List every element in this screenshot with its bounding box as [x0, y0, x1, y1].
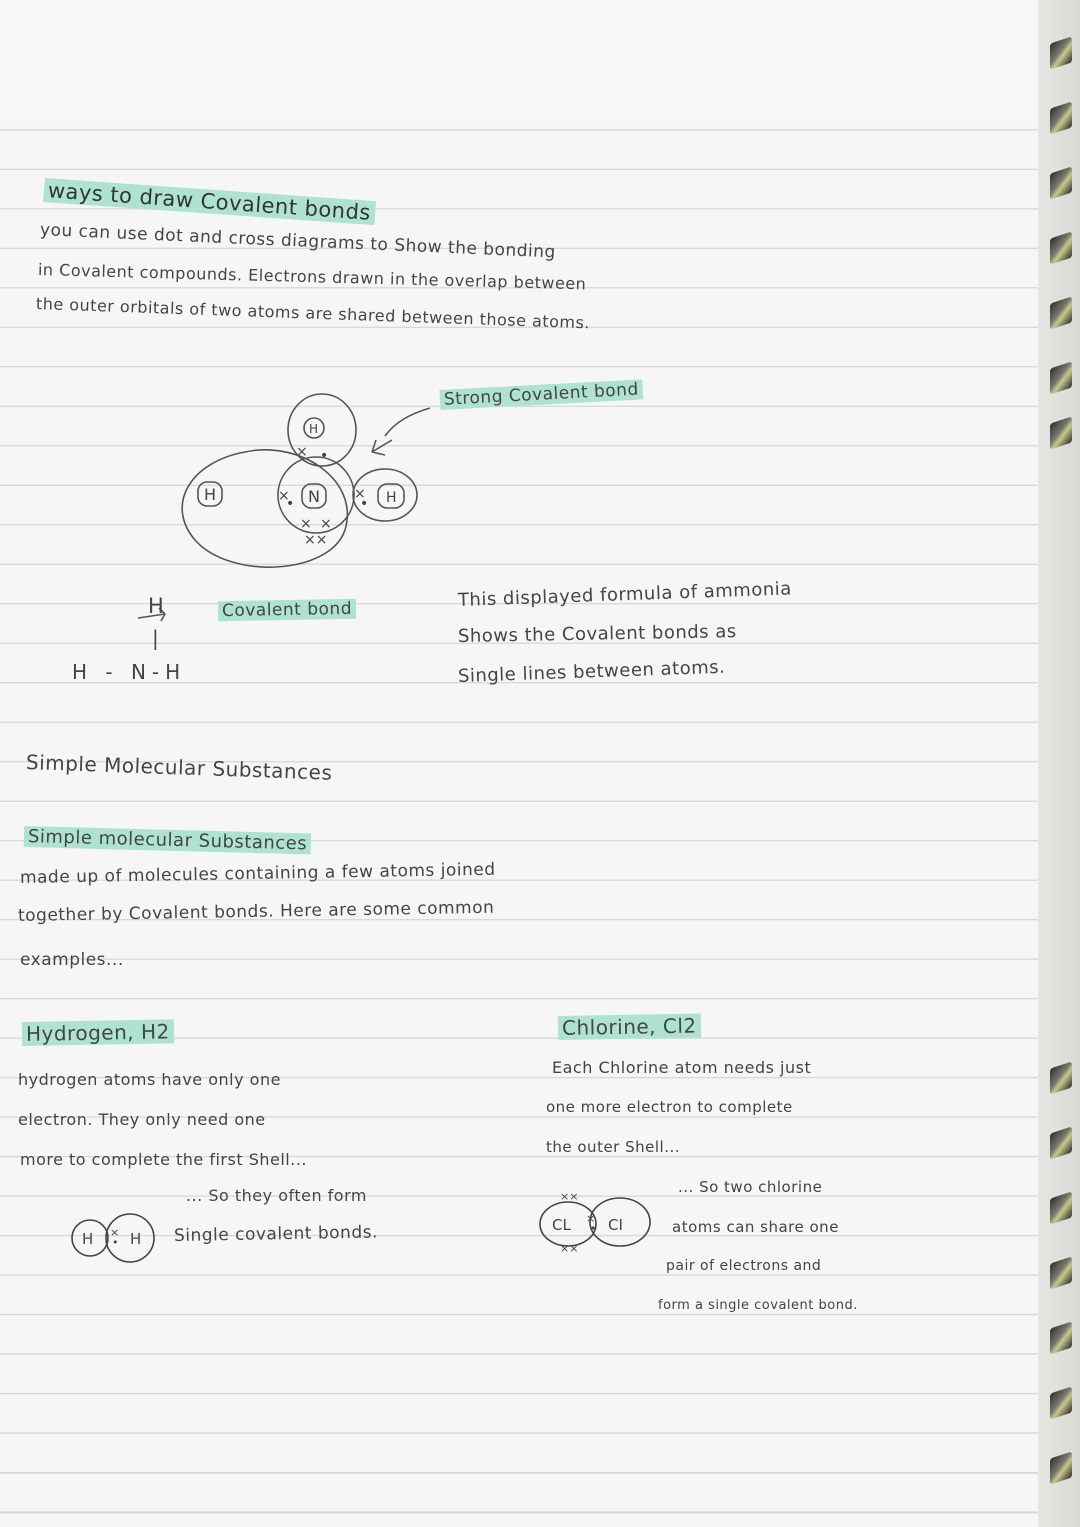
svg-text:×: × [296, 444, 308, 460]
hydrogen-line-1: hydrogen atoms have only one [18, 1070, 281, 1089]
chlorine-atom-2: CI [608, 1216, 623, 1234]
section2-title: Simple Molecular Substances [25, 750, 333, 785]
svg-text:×: × [110, 1226, 120, 1239]
formula-single-bond: | [152, 626, 160, 650]
covalent-bond-label: Covalent bond [218, 599, 356, 621]
chlorine-line-2: one more electron to complete [546, 1098, 793, 1116]
hydrogen-title: Hydrogen, H2 [22, 1019, 174, 1046]
chlorine-conclusion-4: form a single covalent bond. [658, 1298, 858, 1313]
formula-top-atom: H [148, 594, 165, 618]
hydrogen-conclusion: ... So they often form [186, 1186, 367, 1205]
svg-text:•: • [360, 496, 369, 512]
atom-h-right: H [386, 490, 397, 506]
chlorine-conclusion-3: pair of electrons and [666, 1258, 822, 1274]
section2-line-1: made up of molecules containing a few atoms joined [19, 859, 496, 888]
formula-bottom-row: H - N-H [72, 660, 187, 684]
chlorine-conclusion-2: atoms can share one [672, 1218, 839, 1236]
svg-text:××: ×× [304, 532, 328, 548]
section2-heading: Simple molecular Substances [24, 826, 312, 855]
hydrogen-line-3: more to complete the first Shell... [20, 1150, 307, 1169]
binding-ring [1050, 361, 1072, 394]
section2-line-3: examples... [20, 950, 124, 970]
atom-h-left: H [204, 485, 217, 504]
chlorine-atom-1: CL [552, 1216, 571, 1234]
hydrogen-diagram-label: Single covalent bonds. [173, 1222, 379, 1246]
section1-line-3: the outer orbitals of two atoms are shared between those atoms. [35, 294, 591, 333]
atom-n: N [308, 487, 320, 506]
binding-ring [1050, 166, 1072, 199]
binding-ring [1050, 101, 1072, 134]
svg-text:××: ×× [560, 1242, 579, 1255]
hydrogen-atom-h1: H [82, 1230, 94, 1248]
svg-text:•: • [112, 1236, 119, 1249]
svg-text:×: × [354, 486, 366, 502]
section1-line-2: in Covalent compounds. Electrons drawn in the overlap between [37, 260, 587, 294]
svg-text:×: × [320, 516, 332, 532]
binding-ring [1050, 1321, 1072, 1354]
hydrogen-atom-h2: H [130, 1230, 142, 1248]
binding-ring [1050, 296, 1072, 329]
binding-ring [1050, 1061, 1072, 1094]
svg-text:•: • [590, 1222, 597, 1235]
section1-line-1: you can use dot and cross diagrams to Show the bonding [39, 220, 557, 263]
svg-text:•: • [286, 496, 295, 512]
binding-ring [1050, 36, 1072, 69]
strong-covalent-bond-callout: Strong Covalent bond [439, 379, 643, 410]
chlorine-title: Chlorine, Cl2 [558, 1014, 701, 1040]
spiral-binding [1038, 0, 1080, 1527]
svg-text:××: ×× [560, 1190, 579, 1203]
atom-h-top: H [309, 422, 319, 436]
svg-text:×: × [278, 488, 290, 504]
svg-text:×: × [300, 516, 312, 532]
formula-note-2: Shows the Covalent bonds as [457, 621, 737, 647]
binding-ring [1050, 1451, 1072, 1484]
chlorine-conclusion-1: ... So two chlorine [678, 1178, 823, 1196]
binding-ring [1050, 231, 1072, 264]
svg-text:×: × [586, 1212, 596, 1225]
chlorine-line-3: the outer Shell... [546, 1138, 681, 1156]
section2-line-2: together by Covalent bonds. Here are some common [17, 897, 495, 926]
hydrogen-line-2: electron. They only need one [18, 1110, 266, 1129]
section1-heading: ways to draw Covalent bonds [43, 178, 375, 225]
binding-ring [1050, 416, 1072, 449]
svg-text:•: • [320, 448, 329, 464]
binding-ring [1050, 1191, 1072, 1224]
formula-note-1: This displayed formula of ammonia [457, 578, 793, 611]
chlorine-line-1: Each Chlorine atom needs just [552, 1058, 812, 1077]
binding-ring [1050, 1126, 1072, 1159]
formula-note-3: Single lines between atoms. [457, 656, 726, 687]
binding-ring [1050, 1386, 1072, 1419]
binding-ring [1050, 1256, 1072, 1289]
